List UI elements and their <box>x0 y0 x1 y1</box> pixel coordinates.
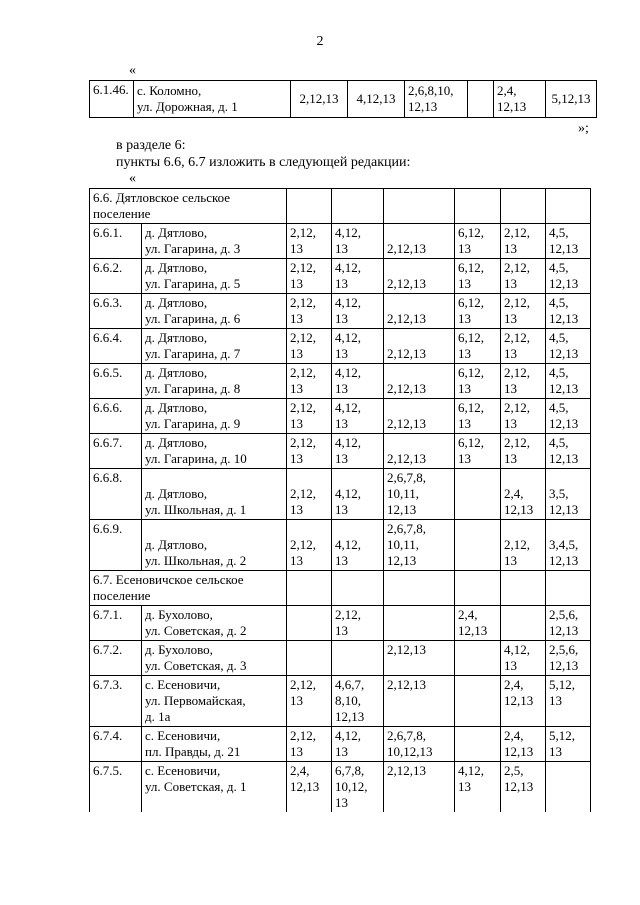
value-cell: 2,12,13 <box>384 641 455 676</box>
value-cell: 6,12, 13 <box>455 329 501 364</box>
value-cell: 2,12, 13 <box>287 364 332 399</box>
row-number: 6.1.46. <box>90 81 134 118</box>
empty-cell <box>501 189 546 224</box>
value-cell: 6,12, 13 <box>455 259 501 294</box>
value-cell: 2,12, 13 <box>287 676 332 727</box>
value-cell: 2,12,13 <box>384 329 455 364</box>
table-row <box>90 259 591 294</box>
opening-quote-mark: « <box>129 63 136 78</box>
address-cell: с. Есеновичи, ул. Советская, д. 1 <box>142 762 287 813</box>
value-cell: 2,12, 13 <box>287 469 332 520</box>
value-cell <box>468 81 494 118</box>
value-cell: 6,12, 13 <box>455 399 501 434</box>
table-row <box>90 606 591 641</box>
row-number: 6.6.3. <box>90 294 142 329</box>
empty-cell <box>455 189 501 224</box>
value-cell: 2,12, 13 <box>501 434 546 469</box>
value-cell: 2,12, 13 <box>287 520 332 571</box>
value-cell: 5,12,13 <box>546 81 597 118</box>
value-cell <box>546 762 591 813</box>
empty-cell <box>332 189 384 224</box>
value-cell: 2,12,13 <box>384 434 455 469</box>
row-number: 6.7.3. <box>90 676 142 727</box>
value-cell <box>455 727 501 762</box>
value-cell: 4,12, 13 <box>501 641 546 676</box>
amendment-table-row-6-1-46 <box>89 80 597 118</box>
value-cell: 2,12,13 <box>384 399 455 434</box>
table-row <box>90 727 591 762</box>
row-number: 6.6.7. <box>90 434 142 469</box>
address-cell: д. Дятлово, ул. Гагарина, д. 9 <box>142 399 287 434</box>
value-cell: 2,12, 13 <box>287 329 332 364</box>
value-cell: 4,12, 13 <box>332 727 384 762</box>
value-cell: 2,4, 12,13 <box>501 676 546 727</box>
section-header-row <box>90 571 591 606</box>
value-cell <box>384 606 455 641</box>
address-cell: д. Дятлово, ул. Гагарина, д. 5 <box>142 259 287 294</box>
value-cell: 4,12, 13 <box>332 364 384 399</box>
row-number: 6.7.4. <box>90 727 142 762</box>
value-cell <box>287 606 332 641</box>
value-cell: 2,12, 13 <box>287 434 332 469</box>
row-number: 6.6.8. <box>90 469 142 520</box>
value-cell: 2,12, 13 <box>501 399 546 434</box>
table-row <box>90 434 591 469</box>
row-number: 6.6.1. <box>90 224 142 259</box>
value-cell: 2,12, 13 <box>501 224 546 259</box>
table-row <box>90 469 591 520</box>
value-cell: 4,5, 12,13 <box>546 329 591 364</box>
value-cell: 2,6,7,8, 10,11, 12,13 <box>384 520 455 571</box>
table-row <box>90 224 591 259</box>
opening-quote-mark: « <box>129 171 136 186</box>
value-cell: 2,4, 12,13 <box>501 727 546 762</box>
value-cell: 4,5, 12,13 <box>546 259 591 294</box>
value-cell: 4,5, 12,13 <box>546 434 591 469</box>
value-cell: 2,4, 12,13 <box>455 606 501 641</box>
empty-cell <box>501 571 546 606</box>
value-cell: 2,12,13 <box>384 676 455 727</box>
table-row <box>90 520 591 571</box>
value-cell: 2,5,6, 12,13 <box>546 606 591 641</box>
value-cell: 2,4, 12,13 <box>287 762 332 813</box>
value-cell: 2,12, 13 <box>501 329 546 364</box>
value-cell: 2,12,13 <box>384 364 455 399</box>
value-cell: 4,5, 12,13 <box>546 224 591 259</box>
address-cell: д. Дятлово, ул. Гагарина, д. 3 <box>142 224 287 259</box>
value-cell <box>332 641 384 676</box>
value-cell: 2,6,8,10, 12,13 <box>405 81 468 118</box>
value-cell: 5,12, 13 <box>546 727 591 762</box>
empty-cell <box>546 571 591 606</box>
value-cell: 5,12, 13 <box>546 676 591 727</box>
value-cell: 6,12, 13 <box>455 434 501 469</box>
row-number: 6.6.5. <box>90 364 142 399</box>
table-row <box>90 81 597 118</box>
value-cell: 2,12, 13 <box>501 364 546 399</box>
address-cell: д. Дятлово, ул. Гагарина, д. 8 <box>142 364 287 399</box>
empty-cell <box>546 189 591 224</box>
empty-cell <box>332 571 384 606</box>
address-cell: с. Есеновичи, ул. Первомайская, д. 1а <box>142 676 287 727</box>
paragraph-section-6: в разделе 6: <box>116 138 186 153</box>
value-cell: 6,12, 13 <box>455 294 501 329</box>
table-row <box>90 294 591 329</box>
empty-cell <box>455 571 501 606</box>
value-cell: 4,12, 13 <box>332 520 384 571</box>
value-cell: 2,5, 12,13 <box>501 762 546 813</box>
value-cell <box>501 606 546 641</box>
value-cell: 2,12,13 <box>384 294 455 329</box>
value-cell <box>455 676 501 727</box>
section-title: 6.7. Есеновичское сельское поселение <box>90 571 287 606</box>
value-cell: 4,12, 13 <box>332 294 384 329</box>
value-cell: 3,4,5, 12,13 <box>546 520 591 571</box>
value-cell: 4,12, 13 <box>332 329 384 364</box>
value-cell: 4,12, 13 <box>455 762 501 813</box>
value-cell: 2,12, 13 <box>501 294 546 329</box>
page-number: 2 <box>316 34 324 49</box>
value-cell <box>455 641 501 676</box>
value-cell: 6,12, 13 <box>455 224 501 259</box>
value-cell: 6,7,8, 10,12, 13 <box>332 762 384 813</box>
value-cell: 2,6,7,8, 10,11, 12,13 <box>384 469 455 520</box>
value-cell: 2,12,13 <box>384 762 455 813</box>
value-cell: 4,12, 13 <box>332 434 384 469</box>
value-cell: 2,12, 13 <box>287 727 332 762</box>
value-cell <box>287 641 332 676</box>
row-number: 6.6.6. <box>90 399 142 434</box>
value-cell: 2,12,13 <box>384 259 455 294</box>
value-cell: 4,5, 12,13 <box>546 294 591 329</box>
value-cell: 4,12, 13 <box>332 259 384 294</box>
table-row <box>90 399 591 434</box>
address-cell: д. Дятлово, ул. Гагарина, д. 10 <box>142 434 287 469</box>
address-cell: с. Есеновичи, пл. Правды, д. 21 <box>142 727 287 762</box>
row-number: 6.7.2. <box>90 641 142 676</box>
value-cell: 4,12, 13 <box>332 399 384 434</box>
address-cell: д. Дятлово, ул. Школьная, д. 2 <box>142 520 287 571</box>
value-cell: 2,5,6, 12,13 <box>546 641 591 676</box>
address-cell: д. Дятлово, ул. Гагарина, д. 7 <box>142 329 287 364</box>
value-cell: 2,12,13 <box>384 224 455 259</box>
value-cell: 2,12, 13 <box>501 520 546 571</box>
table-row <box>90 641 591 676</box>
address-cell: с. Коломно, ул. Дорожная, д. 1 <box>134 81 291 118</box>
value-cell: 4,6,7, 8,10, 12,13 <box>332 676 384 727</box>
value-cell: 2,12, 13 <box>287 294 332 329</box>
value-cell: 2,4, 12,13 <box>501 469 546 520</box>
section-header-row <box>90 189 591 224</box>
table-row <box>90 676 591 727</box>
table-row <box>90 329 591 364</box>
value-cell: 4,5, 12,13 <box>546 364 591 399</box>
value-cell: 2,12,13 <box>291 81 348 118</box>
value-cell: 2,12, 13 <box>287 399 332 434</box>
row-number: 6.7.1. <box>90 606 142 641</box>
empty-cell <box>287 571 332 606</box>
value-cell: 2,12, 13 <box>287 259 332 294</box>
value-cell: 2,12, 13 <box>287 224 332 259</box>
table-row <box>90 364 591 399</box>
empty-cell <box>384 189 455 224</box>
address-cell: д. Бухолово, ул. Советская, д. 3 <box>142 641 287 676</box>
value-cell: 2,12, 13 <box>332 606 384 641</box>
empty-cell <box>287 189 332 224</box>
address-cell: д. Бухолово, ул. Советская, д. 2 <box>142 606 287 641</box>
value-cell <box>455 520 501 571</box>
value-cell: 3,5, 12,13 <box>546 469 591 520</box>
value-cell: 4,12,13 <box>348 81 405 118</box>
address-cell: д. Дятлово, ул. Гагарина, д. 6 <box>142 294 287 329</box>
amendment-table-sections-6-6-6-7 <box>89 188 591 812</box>
value-cell: 4,5, 12,13 <box>546 399 591 434</box>
closing-quote-mark: »; <box>578 121 589 136</box>
value-cell: 2,12, 13 <box>501 259 546 294</box>
section-title: 6.6. Дятловское сельское поселение <box>90 189 287 224</box>
value-cell <box>455 469 501 520</box>
row-number: 6.6.9. <box>90 520 142 571</box>
value-cell: 2,4, 12,13 <box>494 81 546 118</box>
address-cell: д. Дятлово, ул. Школьная, д. 1 <box>142 469 287 520</box>
table-row <box>90 762 591 813</box>
empty-cell <box>384 571 455 606</box>
value-cell: 4,12, 13 <box>332 469 384 520</box>
row-number: 6.7.5. <box>90 762 142 813</box>
value-cell: 2,6,7,8, 10,12,13 <box>384 727 455 762</box>
row-number: 6.6.4. <box>90 329 142 364</box>
value-cell: 6,12, 13 <box>455 364 501 399</box>
value-cell: 4,12, 13 <box>332 224 384 259</box>
row-number: 6.6.2. <box>90 259 142 294</box>
paragraph-points-instruction: пункты 6.6, 6.7 изложить в следующей редакции: <box>116 155 411 170</box>
